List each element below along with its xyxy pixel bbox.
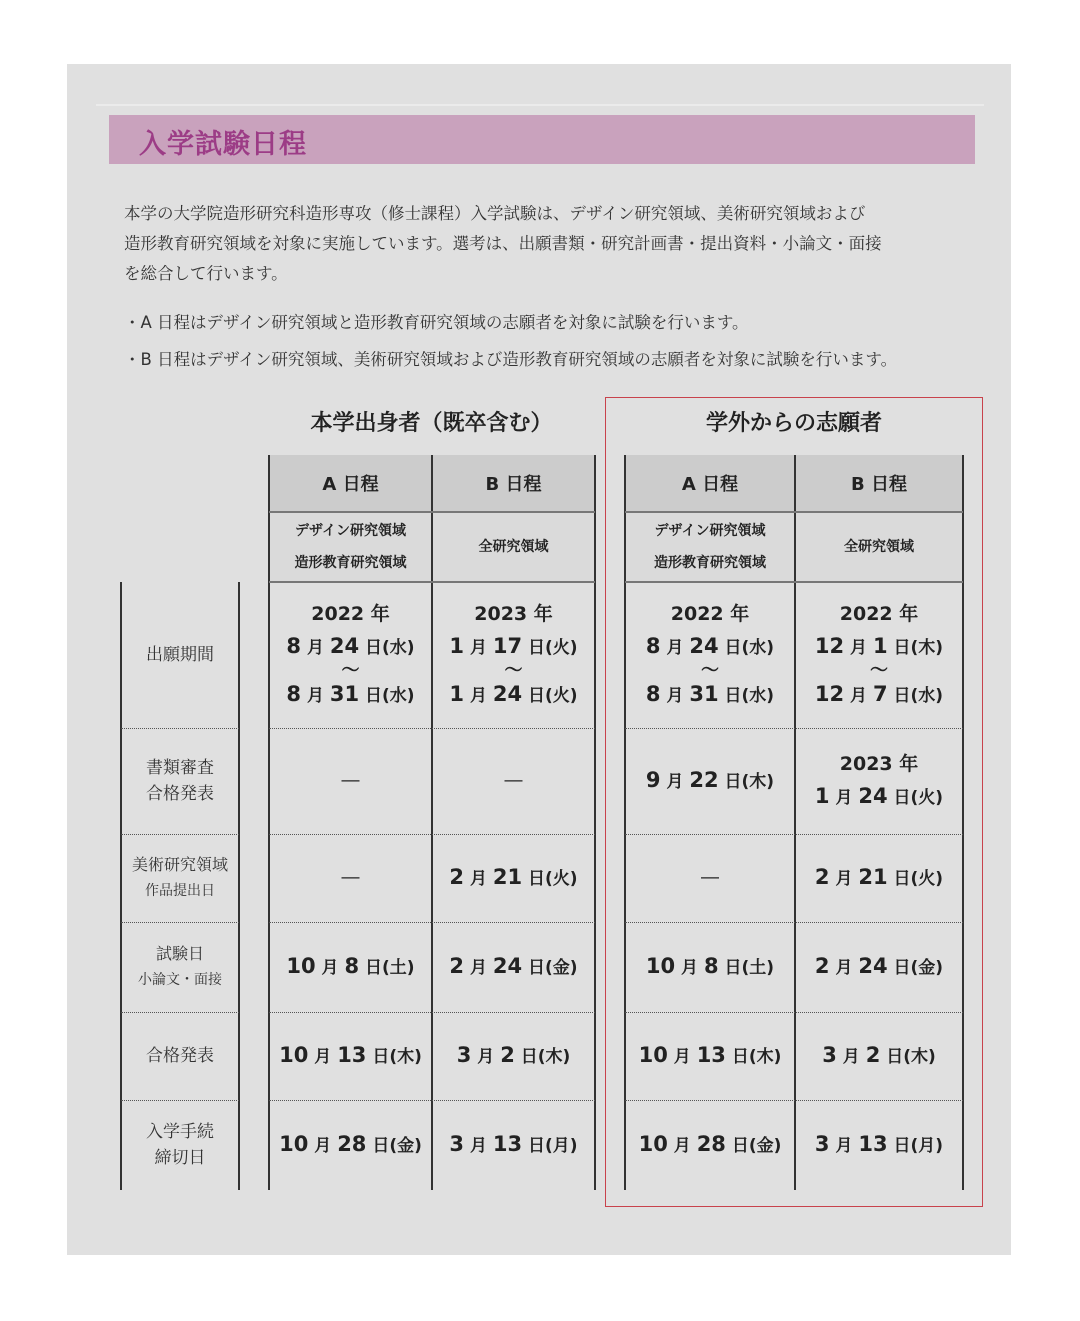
day-unit: 日(木) (725, 1047, 782, 1067)
field-label (432, 511, 595, 582)
month-value: 8 (286, 634, 302, 658)
month-unit: 月 (844, 638, 873, 658)
day-value: 24 (492, 682, 523, 706)
year-label: 2022 年 (670, 603, 750, 625)
table-row-divider (121, 834, 239, 835)
date-value (449, 1128, 577, 1162)
date-value (639, 1039, 782, 1073)
day-unit: 日(火) (522, 686, 578, 706)
month-value: 10 (279, 1132, 309, 1156)
dash-placeholder: ― (341, 770, 360, 791)
range-tilde: ～ (504, 660, 523, 681)
month-value: 10 (638, 1043, 668, 1067)
month-value: 3 (456, 1043, 472, 1067)
month-unit: 月 (301, 686, 330, 706)
range-tilde: ～ (341, 660, 360, 681)
dash-placeholder: ― (701, 867, 719, 888)
table-vline (238, 582, 240, 1190)
day-unit: 日(月) (522, 1136, 578, 1156)
month-unit: 月 (471, 1047, 501, 1067)
date-value (815, 1128, 943, 1162)
start-date (815, 630, 943, 664)
month-unit: 月 (308, 1136, 338, 1156)
schedule-label (625, 455, 795, 511)
month-unit: 月 (464, 638, 493, 658)
schedule-cell (625, 1100, 795, 1190)
day-value: 24 (689, 634, 719, 658)
schedule-cell (432, 1012, 595, 1100)
row-label-text: 出願期間 (146, 645, 214, 665)
month-unit: 月 (301, 638, 330, 658)
table-hline (625, 511, 963, 513)
year-label: 2023 年 (839, 753, 919, 775)
divider (96, 104, 984, 106)
row-label (121, 1100, 239, 1190)
day-value: 24 (858, 954, 888, 978)
day-unit: 日(金) (725, 1136, 782, 1156)
field-label-text: 造形教育研究領域 (654, 554, 766, 571)
table-vline (794, 455, 796, 1190)
schedule-cell (269, 1012, 432, 1100)
schedule-cell (432, 582, 595, 728)
month-value: 2 (814, 954, 830, 978)
day-value: 31 (689, 682, 719, 706)
schedule-cell (625, 834, 795, 922)
month-value: 1 (814, 784, 830, 808)
year-label: 2022 年 (311, 603, 390, 625)
schedule-cell (625, 728, 795, 834)
day-unit: 日(土) (359, 958, 415, 978)
end-date (449, 678, 577, 712)
table-vline (594, 455, 596, 1190)
month-unit: 月 (844, 686, 873, 706)
table-hline (269, 581, 595, 583)
field-label-text: デザイン研究領域 (654, 522, 766, 539)
row-label-text: 合格発表 (146, 784, 214, 804)
field-label (625, 511, 795, 582)
row-label (121, 922, 239, 1012)
schedule-cell (795, 582, 963, 728)
day-value: 31 (329, 682, 360, 706)
day-value: 28 (337, 1132, 367, 1156)
month-value: 3 (814, 1132, 830, 1156)
month-value: 12 (814, 682, 845, 706)
schedule-label-text: B 日程 (851, 474, 907, 495)
month-unit: 月 (836, 1047, 866, 1067)
day-unit: 日(火) (887, 869, 944, 889)
group-header-external: 学外からの志願者 (705, 411, 882, 436)
day-value: 13 (492, 1132, 523, 1156)
range-tilde: ～ (701, 660, 719, 681)
month-unit: 月 (667, 1136, 697, 1156)
day-unit: 日(木) (366, 1047, 422, 1067)
group-header-internal: 本学出身者（既卒含む） (310, 411, 553, 436)
year-label: 2022 年 (839, 603, 919, 625)
table-vline (120, 582, 122, 1190)
month-value: 2 (449, 865, 465, 889)
day-unit: 日(木) (880, 1047, 936, 1067)
month-unit: 月 (660, 772, 690, 792)
month-value: 3 (449, 1132, 465, 1156)
table-row-divider (121, 1100, 239, 1101)
row-label-text: 書類審査 (146, 758, 214, 778)
table-row-divider (269, 922, 595, 923)
day-value: 24 (329, 634, 360, 658)
date-value (457, 1039, 571, 1073)
day-value: 21 (492, 865, 523, 889)
month-value: 9 (645, 768, 661, 792)
day-unit: 日(火) (522, 638, 578, 658)
day-unit: 日(金) (887, 958, 944, 978)
row-label-text: 締切日 (154, 1148, 206, 1168)
table-row-divider (625, 1100, 963, 1101)
month-value: 2 (449, 954, 465, 978)
month-unit: 月 (829, 958, 859, 978)
schedule-label-text: B 日程 (485, 474, 542, 495)
schedule-cell (269, 834, 432, 922)
end-date (646, 678, 774, 712)
bullet-a-schedule: ・A 日程はデザイン研究領域と造形教育研究領域の志願者を対象に試験を行います。 (124, 313, 749, 332)
date-value (822, 1039, 936, 1073)
table-row-divider (625, 922, 963, 923)
row-label-text: 作品提出日 (145, 883, 215, 899)
schedule-cell (625, 1012, 795, 1100)
start-date (286, 630, 414, 664)
intro-line: 造形教育研究領域を対象に実施しています。選考は、出願書類・研究計画書・提出資料・小論文・面接 (124, 234, 882, 253)
schedule-cell (269, 728, 432, 834)
row-label (121, 1012, 239, 1100)
intro-line: を総合して行います。 (124, 264, 288, 283)
day-unit: 日(水) (718, 638, 775, 658)
intro-paragraph (124, 199, 974, 289)
date-value (449, 950, 577, 984)
day-value: 13 (858, 1132, 888, 1156)
day-unit: 日(月) (887, 1136, 944, 1156)
day-value: 1 (872, 634, 888, 658)
field-label-text: 全研究領域 (478, 538, 549, 555)
schedule-cell (795, 1100, 963, 1190)
schedule-cell (432, 728, 595, 834)
table-vline (431, 455, 433, 1190)
end-date (815, 678, 943, 712)
date-value (639, 1128, 782, 1162)
month-unit: 月 (667, 1047, 697, 1067)
schedule-label-text: A 日程 (322, 474, 379, 495)
schedule-cell (795, 834, 963, 922)
row-label-text: 小論文・面接 (138, 972, 222, 988)
month-unit: 月 (464, 1136, 493, 1156)
table-row-divider (269, 728, 595, 729)
day-value: 28 (696, 1132, 726, 1156)
day-unit: 日(火) (522, 869, 578, 889)
table-vline (624, 455, 626, 1190)
table-hline (269, 511, 595, 513)
table-row-divider (269, 1100, 595, 1101)
intro-line: 本学の大学院造形研究科造形専攻（修士課程）入学試験は、デザイン研究領域、美術研究領域および (124, 204, 866, 223)
day-value: 24 (858, 784, 888, 808)
schedule-cell (269, 582, 432, 728)
row-label-text: 合格発表 (146, 1046, 214, 1066)
month-value: 8 (645, 682, 661, 706)
schedule-label (795, 455, 963, 511)
table-row-divider (121, 922, 239, 923)
month-value: 12 (814, 634, 845, 658)
schedule-cell (795, 728, 963, 834)
month-value: 10 (279, 1043, 309, 1067)
schedule-cell (432, 922, 595, 1012)
date-value (286, 950, 414, 984)
day-value: 24 (492, 954, 523, 978)
year-label: 2023 年 (474, 603, 553, 625)
month-unit: 月 (829, 1136, 859, 1156)
date-value (449, 861, 577, 895)
schedule-label (432, 455, 595, 511)
row-label-text: 入学手続 (146, 1122, 214, 1142)
month-unit: 月 (675, 958, 704, 978)
section-title-bar (109, 115, 975, 164)
date-value (815, 861, 943, 895)
month-unit: 月 (829, 788, 859, 808)
day-unit: 日(火) (887, 788, 944, 808)
schedule-cell (625, 922, 795, 1012)
month-unit: 月 (308, 1047, 338, 1067)
day-value: 13 (696, 1043, 726, 1067)
schedule-cell (795, 922, 963, 1012)
month-value: 10 (645, 954, 676, 978)
row-label (121, 582, 239, 728)
month-value: 2 (814, 865, 830, 889)
month-unit: 月 (829, 869, 859, 889)
end-date (286, 678, 414, 712)
day-value: 2 (865, 1043, 881, 1067)
month-value: 1 (449, 682, 465, 706)
day-unit: 日(金) (366, 1136, 422, 1156)
date-value (815, 950, 943, 984)
day-value: 21 (858, 865, 888, 889)
day-unit: 日(土) (718, 958, 775, 978)
month-unit: 月 (464, 958, 493, 978)
day-unit: 日(水) (718, 686, 775, 706)
date-value (279, 1128, 422, 1162)
date-value (279, 1039, 422, 1073)
table-hline (625, 581, 963, 583)
schedule-cell (625, 582, 795, 728)
month-unit: 月 (464, 869, 493, 889)
month-value: 10 (638, 1132, 668, 1156)
field-label-text: デザイン研究領域 (294, 522, 407, 539)
row-label (121, 728, 239, 834)
day-unit: 日(木) (718, 772, 775, 792)
schedule-cell (795, 1012, 963, 1100)
table-row-divider (625, 1012, 963, 1013)
day-value: 8 (344, 954, 360, 978)
month-value: 8 (645, 634, 661, 658)
table-row-divider (121, 1012, 239, 1013)
bullet-b-schedule: ・B 日程はデザイン研究領域、美術研究領域および造形教育研究領域の志願者を対象に試験を行います。 (124, 350, 898, 369)
day-value: 17 (492, 634, 523, 658)
table-row-divider (269, 834, 595, 835)
table-row-divider (625, 728, 963, 729)
field-label (795, 511, 963, 582)
month-unit: 月 (315, 958, 345, 978)
schedule-label-text: A 日程 (681, 474, 739, 495)
section-title: 入学試験日程 (139, 129, 307, 160)
month-unit: 月 (660, 638, 690, 658)
day-unit: 日(木) (514, 1047, 571, 1067)
month-value: 3 (822, 1043, 837, 1067)
schedule-cell (432, 1100, 595, 1190)
dash-placeholder: ― (341, 867, 360, 888)
day-value: 2 (500, 1043, 515, 1067)
day-value: 22 (689, 768, 719, 792)
day-value: 13 (337, 1043, 367, 1067)
schedule-cell (269, 922, 432, 1012)
schedule-cell (432, 834, 595, 922)
schedule-label (269, 455, 432, 511)
day-value: 7 (872, 682, 888, 706)
table-row-divider (269, 1012, 595, 1013)
table-vline (962, 455, 964, 1190)
day-unit: 日(水) (359, 686, 415, 706)
field-label-text: 全研究領域 (844, 538, 914, 555)
field-label-text: 造形教育研究領域 (294, 554, 407, 571)
date-value (646, 950, 774, 984)
day-unit: 日(水) (359, 638, 415, 658)
day-unit: 日(水) (887, 686, 944, 706)
row-label-text: 試験日 (155, 944, 204, 963)
month-unit: 月 (464, 686, 493, 706)
month-unit: 月 (660, 686, 690, 706)
range-tilde: ～ (870, 660, 888, 681)
table-vline (268, 455, 270, 1190)
row-label (121, 834, 239, 922)
row-label-text: 美術研究領域 (131, 855, 228, 874)
field-label (269, 511, 432, 582)
table-row-divider (121, 728, 239, 729)
day-unit: 日(金) (522, 958, 578, 978)
schedule-cell (269, 1100, 432, 1190)
month-value: 10 (286, 954, 316, 978)
date-value (815, 780, 943, 814)
month-value: 1 (449, 634, 465, 658)
day-value: 8 (703, 954, 719, 978)
table-row-divider (625, 834, 963, 835)
dash-placeholder: ― (504, 770, 523, 791)
date-value (646, 764, 774, 798)
month-value: 8 (286, 682, 302, 706)
day-unit: 日(木) (887, 638, 944, 658)
start-date (449, 630, 577, 664)
start-date (646, 630, 774, 664)
